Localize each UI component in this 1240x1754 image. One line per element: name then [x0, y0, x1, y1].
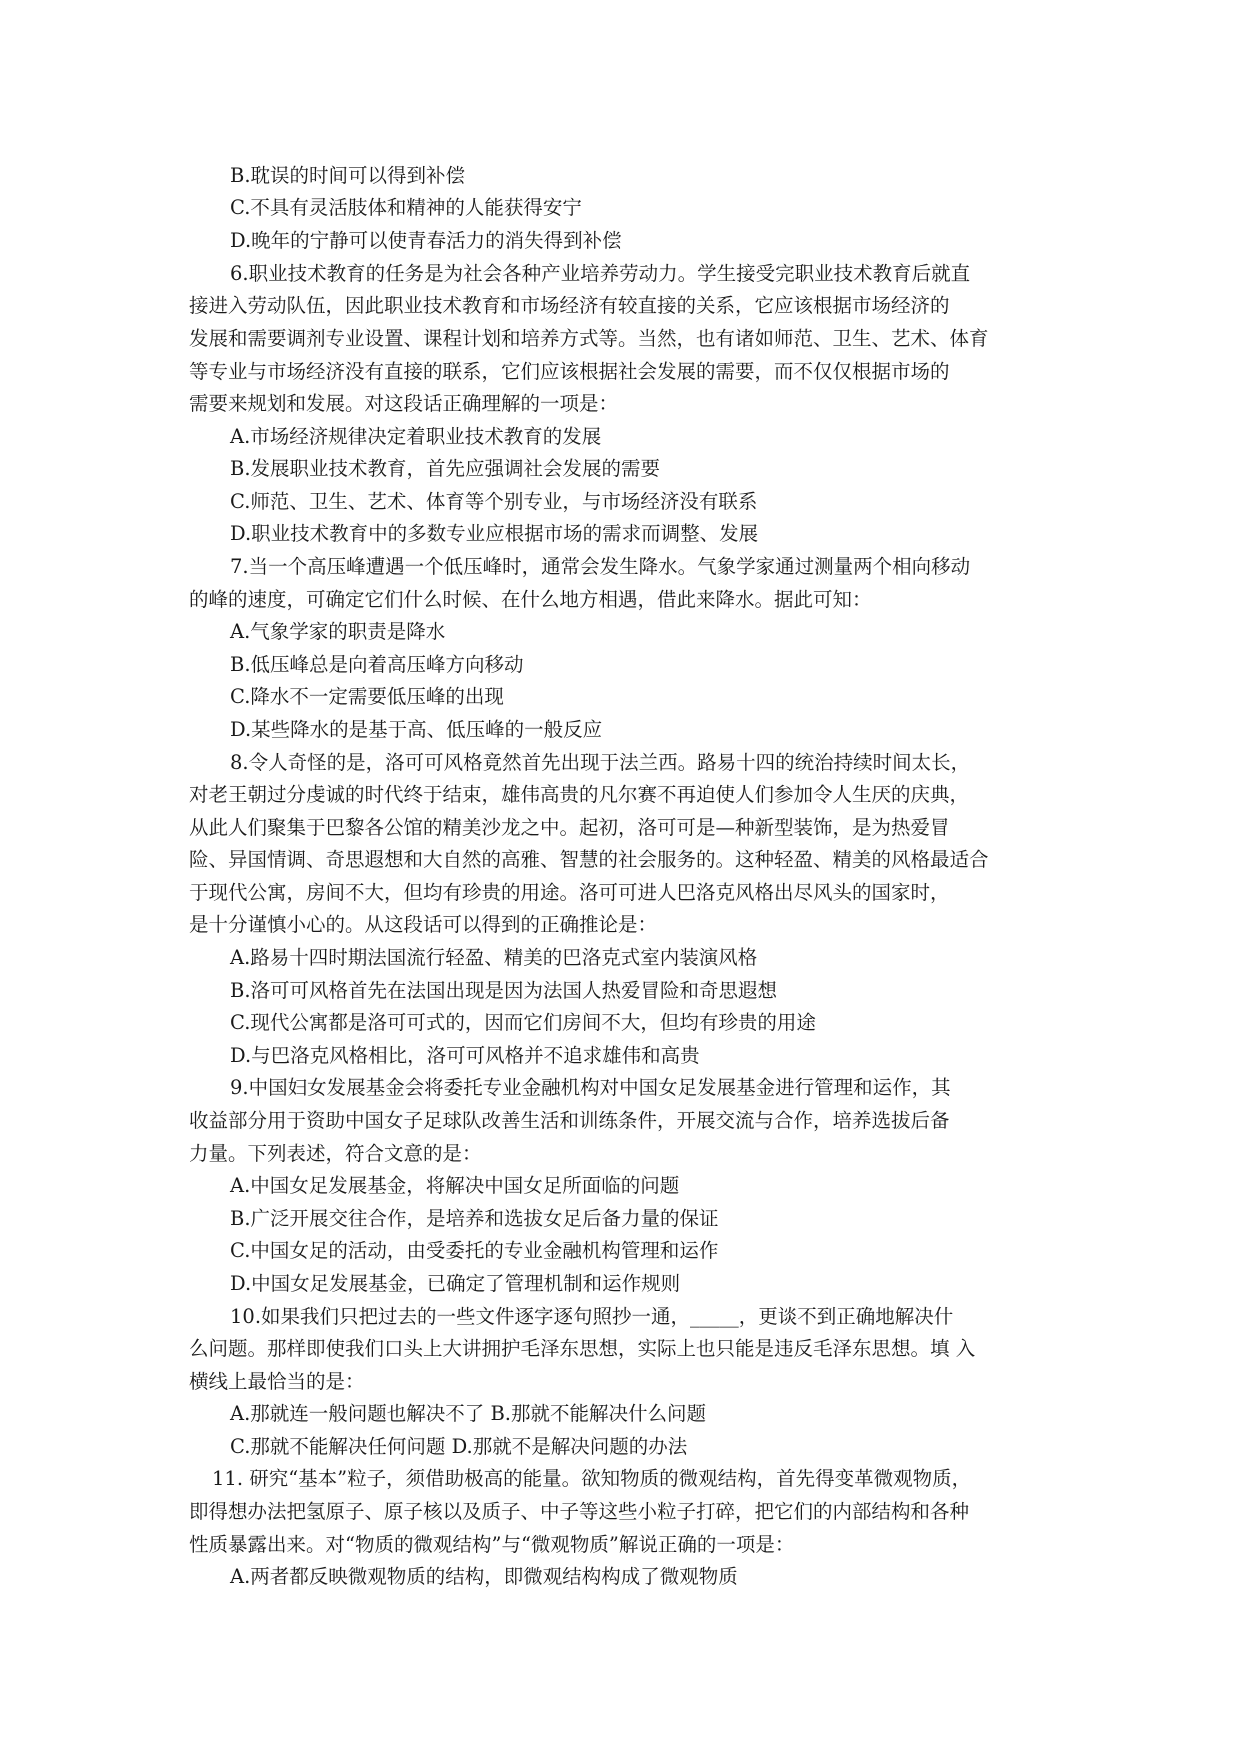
option-8c: C.现代公寓都是洛可可式的，因而它们房间不大，但均有珍贵的用途 — [230, 1011, 816, 1034]
question-9-stem: 收益部分用于资助中国女子足球队改善生活和训练条件，开展交流与合作，培养选拔后备 — [189, 1109, 950, 1132]
option-9d: D.中国女足发展基金，已确定了管理机制和运作规则 — [230, 1272, 681, 1295]
question-6-stem: 接进入劳动队伍，因此职业技术教育和市场经济有较直接的关系，它应该根据市场经济的 — [189, 294, 950, 317]
option-9a: A.中国女足发展基金，将解决中国女足所面临的问题 — [230, 1174, 680, 1197]
option-7c: C.降水不一定需要低压峰的出现 — [230, 685, 504, 708]
option-6d: D.职业技术教育中的多数专业应根据市场的需求而调整、发展 — [230, 522, 759, 545]
question-11-stem: 11. 研究“基本”粒子，须借助极高的能量。欲知物质的微观结构，首先得变革微观物质， — [212, 1467, 972, 1490]
option-5d: D.晚年的宁静可以使青春活力的消失得到补偿 — [230, 229, 622, 252]
question-10-stem: 横线上最恰当的是： — [189, 1370, 365, 1393]
question-8-stem: 从此人们聚集于巴黎各公馆的精美沙龙之中。起初，洛可可是—种新型装饰，是为热爱冒 — [189, 816, 950, 839]
question-11-stem: 性质暴露出来。对“物质的微观结构”与“微观物质”解说正确的一项是： — [189, 1533, 795, 1556]
option-8d: D.与巴洛克风格相比，洛可可风格并不追求雄伟和高贵 — [230, 1044, 700, 1067]
question-6-stem: 发展和需要调剂专业设置、课程计划和培养方式等。当然，也有诸如师范、卫生、艺术、体育 — [189, 327, 989, 350]
question-7-stem: 7.当一个高压峰遭遇一个低压峰时，通常会发生降水。气象学家通过测量两个相向移动 — [230, 555, 971, 578]
question-8-stem: 是十分谨慎小心的。从这段话可以得到的正确推论是： — [189, 913, 658, 936]
question-10-stem: 10.如果我们只把过去的一些文件逐字逐句照抄一通，_____，更谈不到正确地解决什 — [230, 1305, 954, 1328]
question-9-stem: 力量。下列表述，符合文意的是： — [189, 1142, 482, 1165]
question-6-stem: 6.职业技术教育的任务是为社会各种产业培养劳动力。学生接受完职业技术教育后就直 — [230, 262, 971, 285]
option-5b: B.耽误的时间可以得到补偿 — [230, 164, 466, 187]
question-8-stem: 于现代公寓，房间不大，但均有珍贵的用途。洛可可进人巴洛克风格出尽风头的国家时， — [189, 881, 950, 904]
option-8a: A.路易十四时期法国流行轻盈、精美的巴洛克式室内装演风格 — [230, 946, 758, 969]
question-9-stem: 9.中国妇女发展基金会将委托专业金融机构对中国女足发展基金进行管理和运作，其 — [230, 1076, 951, 1099]
question-10-stem: 么问题。那样即使我们口头上大讲拥护毛泽东思想，实际上也只能是违反毛泽东思想。填 入 — [189, 1337, 976, 1360]
option-6b: B.发展职业技术教育，首先应强调社会发展的需要 — [230, 457, 661, 480]
question-8-stem: 险、异国情调、奇思遐想和大自然的高雅、智慧的社会服务的。这种轻盈、精美的风格最适合 — [189, 848, 989, 871]
option-5c: C.不具有灵活肢体和精神的人能获得安宁 — [230, 196, 582, 219]
option-10cd: C.那就不能解决任何问题 D.那就不是解决问题的办法 — [230, 1435, 688, 1458]
question-7-stem: 的峰的速度，可确定它们什么时候、在什么地方相遇，借此来降水。据此可知： — [189, 588, 872, 611]
option-9c: C.中国女足的活动，由受委托的专业金融机构管理和运作 — [230, 1239, 719, 1262]
option-11a: A.两者都反映微观物质的结构，即微观结构构成了微观物质 — [230, 1565, 738, 1588]
question-8-stem: 8.令人奇怪的是，洛可可风格竟然首先出现于法兰西。路易十四的统治持续时间太长， — [230, 751, 971, 774]
option-7a: A.气象学家的职责是降水 — [230, 620, 446, 643]
option-6c: C.师范、卫生、艺术、体育等个别专业，与市场经济没有联系 — [230, 490, 758, 513]
option-8b: B.洛可可风格首先在法国出现是因为法国人热爱冒险和奇思遐想 — [230, 979, 778, 1002]
question-11-stem: 即得想办法把氢原子、原子核以及质子、中子等这些小粒子打碎，把它们的内部结构和各种 — [189, 1500, 970, 1523]
question-8-stem: 对老王朝过分虔诚的时代终于结束，雄伟高贵的凡尔赛不再迫使人们参加令人生厌的庆典， — [189, 783, 970, 806]
question-6-stem: 等专业与市场经济没有直接的联系，它们应该根据社会发展的需要，而不仅仅根据市场的 — [189, 360, 950, 383]
option-6a: A.市场经济规律决定着职业技术教育的发展 — [230, 425, 602, 448]
option-7b: B.低压峰总是向着高压峰方向移动 — [230, 653, 524, 676]
option-10ab: A.那就连一般问题也解决不了 B.那就不能解决什么问题 — [230, 1402, 707, 1425]
option-7d: D.某些降水的是基于高、低压峰的一般反应 — [230, 718, 603, 741]
question-6-stem: 需要来规划和发展。对这段话正确理解的一项是： — [189, 392, 619, 415]
option-9b: B.广泛开展交往合作，是培养和选拔女足后备力量的保证 — [230, 1207, 719, 1230]
